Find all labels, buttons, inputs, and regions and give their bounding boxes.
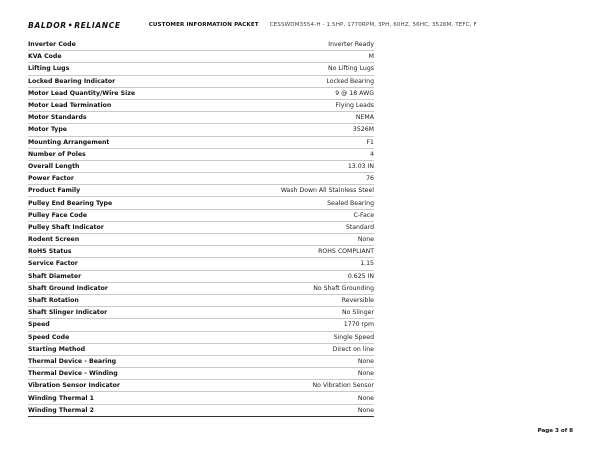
spec-row bbox=[28, 344, 374, 356]
spec-label: Shaft Diameter bbox=[28, 272, 82, 280]
spec-label: Motor Lead Quantity/Wire Size bbox=[28, 89, 136, 97]
model-description: CESSWDM3554-H - 1.5HP, 1770RPM, 3PH, 60HZ, 56HC, 3526M, TEFC, F bbox=[269, 22, 477, 28]
spec-label: Winding Thermal 1 bbox=[28, 394, 94, 402]
spec-row bbox=[28, 100, 374, 112]
spec-label: Motor Type bbox=[28, 126, 67, 134]
spec-label: Motor Lead Termination bbox=[28, 102, 112, 110]
spec-value: None bbox=[357, 357, 374, 365]
spec-label: Service Factor bbox=[28, 260, 78, 268]
spec-label: Inverter Code bbox=[28, 41, 76, 49]
spec-row bbox=[28, 185, 374, 197]
spec-row bbox=[28, 332, 374, 344]
spec-label: Motor Standards bbox=[28, 114, 87, 122]
spec-row bbox=[28, 124, 374, 136]
spec-value: M bbox=[368, 53, 374, 61]
spec-value: 3526M bbox=[352, 126, 374, 134]
spec-value: Single Speed bbox=[333, 333, 374, 341]
spec-value: 9 @ 18 AWG bbox=[335, 89, 374, 97]
spec-row bbox=[28, 63, 374, 75]
spec-row bbox=[28, 222, 374, 234]
spec-label: Winding Thermal 2 bbox=[28, 406, 94, 414]
spec-value: 4 bbox=[370, 150, 374, 158]
spec-value: F1 bbox=[366, 138, 374, 146]
spec-value: None bbox=[357, 236, 374, 244]
spec-value: No Slinger bbox=[342, 309, 374, 317]
logo-separator: • bbox=[67, 20, 74, 30]
spec-row bbox=[28, 283, 374, 295]
spec-row bbox=[28, 173, 374, 185]
spec-value: Flying Leads bbox=[335, 102, 374, 110]
spec-label: Pulley Face Code bbox=[28, 211, 88, 219]
spec-row bbox=[28, 137, 374, 149]
packet-title: CUSTOMER INFORMATION PACKET bbox=[148, 22, 259, 28]
spec-label: Vibration Sensor Indicator bbox=[28, 382, 120, 390]
spec-value: None bbox=[357, 370, 374, 378]
spec-label: Number of Poles bbox=[28, 150, 86, 158]
spec-row bbox=[28, 161, 374, 173]
spec-label: Pulley End Bearing Type bbox=[28, 199, 113, 207]
spec-label: Shaft Ground Indicator bbox=[28, 284, 108, 292]
spec-value: None bbox=[357, 406, 374, 414]
brand-logo bbox=[28, 21, 121, 30]
spec-table bbox=[28, 39, 374, 417]
spec-row bbox=[28, 258, 374, 270]
spec-row bbox=[28, 319, 374, 331]
spec-value: None bbox=[357, 394, 374, 402]
spec-row bbox=[28, 149, 374, 161]
spec-row bbox=[28, 51, 374, 63]
spec-value: No Lifting Lugs bbox=[328, 65, 374, 73]
spec-row bbox=[28, 210, 374, 222]
spec-label: Power Factor bbox=[28, 175, 74, 183]
spec-value: Sealed Bearing bbox=[327, 199, 374, 207]
spec-row bbox=[28, 76, 374, 88]
spec-row bbox=[28, 295, 374, 307]
spec-label: Thermal Device - Bearing bbox=[28, 357, 117, 365]
spec-label: Product Family bbox=[28, 187, 81, 195]
document-header bbox=[28, 19, 580, 31]
spec-row bbox=[28, 197, 374, 209]
spec-row bbox=[28, 112, 374, 124]
spec-row bbox=[28, 39, 374, 51]
spec-label: RoHS Status bbox=[28, 248, 72, 256]
spec-value: Direct on line bbox=[332, 345, 374, 353]
spec-row bbox=[28, 356, 374, 368]
spec-label: Shaft Slinger Indicator bbox=[28, 309, 108, 317]
spec-value: Locked Bearing bbox=[326, 77, 374, 85]
spec-value: Wash Down All Stainless Steel bbox=[280, 187, 374, 195]
spec-value: No Shaft Grounding bbox=[313, 284, 374, 292]
spec-value: 1.15 bbox=[360, 260, 374, 268]
spec-row bbox=[28, 307, 374, 319]
spec-label: Shaft Rotation bbox=[28, 297, 79, 305]
spec-value: 0.625 IN bbox=[347, 272, 374, 280]
spec-value: C-Face bbox=[353, 211, 374, 219]
spec-row bbox=[28, 88, 374, 100]
spec-value: No Vibration Sensor bbox=[312, 382, 374, 390]
spec-row bbox=[28, 392, 374, 404]
spec-value: Standard bbox=[345, 223, 374, 231]
spec-label: Starting Method bbox=[28, 345, 86, 353]
spec-label: Pulley Shaft Indicator bbox=[28, 223, 104, 231]
spec-value: ROHS COMPLIANT bbox=[318, 248, 374, 256]
spec-row bbox=[28, 271, 374, 283]
page-number: Page 3 of 8 bbox=[537, 428, 573, 434]
spec-value: 13.03 IN bbox=[347, 162, 374, 170]
spec-row bbox=[28, 380, 374, 392]
spec-value: Reversible bbox=[341, 297, 374, 305]
spec-value: 1770 rpm bbox=[343, 321, 374, 329]
spec-label: Lifting Lugs bbox=[28, 65, 70, 73]
spec-value: Inverter Ready bbox=[328, 41, 374, 49]
spec-value: NEMA bbox=[355, 114, 374, 122]
logo-reliance: RELIANCE bbox=[74, 20, 121, 30]
spec-label: Speed Code bbox=[28, 333, 70, 341]
spec-row bbox=[28, 234, 374, 246]
spec-label: Rodent Screen bbox=[28, 236, 80, 244]
spec-row bbox=[28, 368, 374, 380]
spec-label: Thermal Device - Winding bbox=[28, 370, 118, 378]
spec-row bbox=[28, 246, 374, 258]
spec-label: KVA Code bbox=[28, 53, 62, 61]
spec-row bbox=[28, 405, 374, 417]
spec-label: Overall Length bbox=[28, 162, 80, 170]
spec-label: Speed bbox=[28, 321, 50, 329]
spec-label: Mounting Arrangement bbox=[28, 138, 110, 146]
logo-baldor: BALDOR bbox=[28, 20, 67, 30]
spec-value: 76 bbox=[366, 175, 374, 183]
spec-label: Locked Bearing Indicator bbox=[28, 77, 116, 85]
